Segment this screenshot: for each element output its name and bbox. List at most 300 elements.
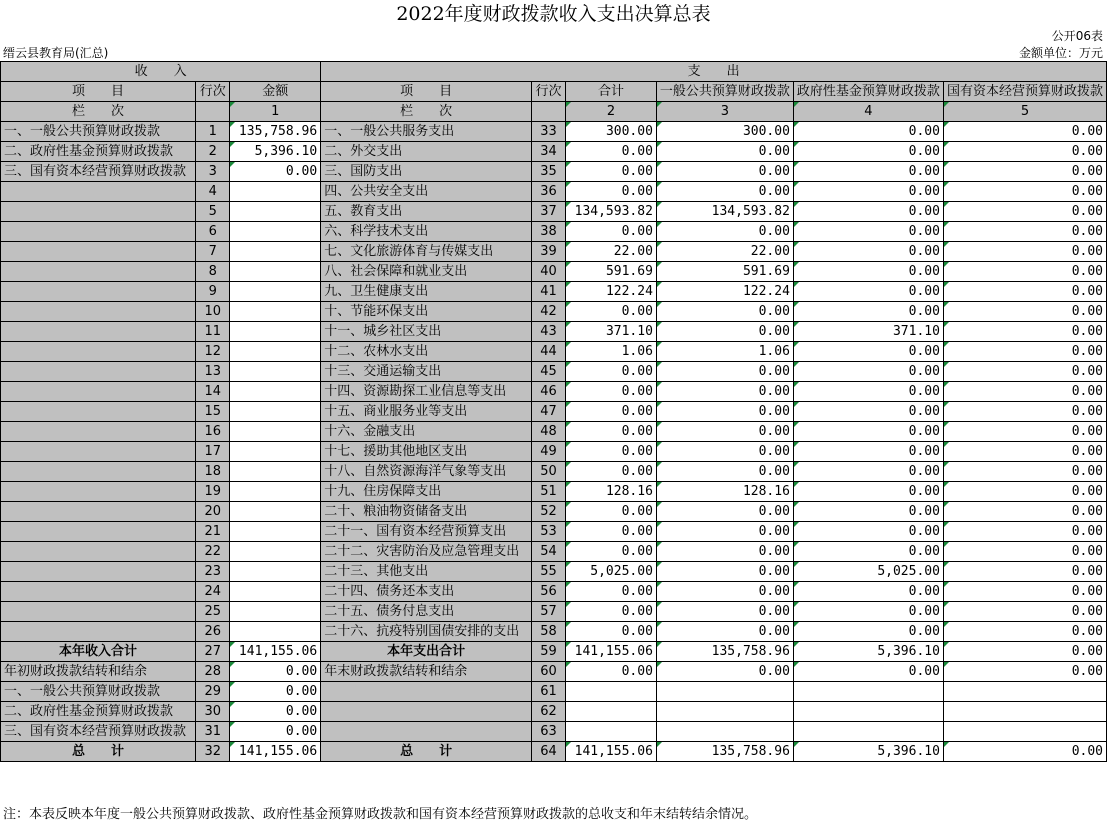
general-budget-amount: [656, 682, 793, 702]
expense-row-no: 52: [532, 502, 566, 522]
income-row-no: 3: [196, 162, 230, 182]
income-amount: [230, 342, 321, 362]
expense-item: 二十、粮油物资储备支出: [321, 502, 532, 522]
expense-row-no: 51: [532, 482, 566, 502]
expense-row-no: 37: [532, 202, 566, 222]
table-row: [1, 522, 1107, 542]
gov-fund-amount: 0.00: [793, 162, 943, 182]
general-budget-amount: 1.06: [656, 342, 793, 362]
table-row: [1, 542, 1107, 562]
state-capital-amount: 0.00: [943, 462, 1106, 482]
expense-item: 二十五、债务付息支出: [321, 602, 532, 622]
general-budget-amount: 0.00: [656, 622, 793, 642]
income-row-no: 23: [196, 562, 230, 582]
expense-item: 二十三、其他支出: [321, 562, 532, 582]
income-amount: 5,396.10: [230, 142, 321, 162]
expense-row-no: 36: [532, 182, 566, 202]
lanci-label: 栏 次: [1, 102, 196, 122]
expense-item: 二十六、抗疫特别国债安排的支出: [321, 622, 532, 642]
table-row: [1, 342, 1107, 362]
expense-item: 二、外交支出: [321, 142, 532, 162]
general-budget-amount: 300.00: [656, 122, 793, 142]
general-budget-amount: 0.00: [656, 182, 793, 202]
total-amount: 0.00: [566, 502, 657, 522]
state-capital-amount: 0.00: [943, 162, 1106, 182]
expense-row-no: 55: [532, 562, 566, 582]
income-amount: [230, 462, 321, 482]
income-row-no: 19: [196, 482, 230, 502]
total-amount: 371.10: [566, 322, 657, 342]
expense-row-no: 43: [532, 322, 566, 342]
general-budget-amount: 0.00: [656, 382, 793, 402]
table-row: [1, 222, 1107, 242]
budget-table: [0, 61, 1107, 762]
state-capital-amount: 0.00: [943, 422, 1106, 442]
gov-fund-amount: 0.00: [793, 542, 943, 562]
income-amount: [230, 622, 321, 642]
expense-item: [321, 722, 532, 742]
income-amount: 0.00: [230, 702, 321, 722]
gov-fund-amount: 0.00: [793, 202, 943, 222]
general-budget-amount: 135,758.96: [656, 642, 793, 662]
income-row-no: 16: [196, 422, 230, 442]
income-row-no: 9: [196, 282, 230, 302]
footnote: 注：本表反映本年度一般公共预算财政拨款、政府性基金预算财政拨款和国有资本经营预算财政拨款的总收支和年末结转结余情况。: [3, 807, 758, 822]
income-item: [1, 622, 196, 642]
gov-fund-amount: 0.00: [793, 522, 943, 542]
total-amount: 0.00: [566, 522, 657, 542]
state-capital-amount: [943, 682, 1106, 702]
column-header-row: [1, 82, 1107, 102]
table-row: [1, 602, 1107, 622]
table-row: [1, 462, 1107, 482]
expense-row-no: 34: [532, 142, 566, 162]
income-item: [1, 342, 196, 362]
table-row: [1, 202, 1107, 222]
expense-section-header: 支 出: [321, 62, 1107, 82]
income-amount: [230, 602, 321, 622]
income-amount: 0.00: [230, 162, 321, 182]
total-amount: 0.00: [566, 162, 657, 182]
table-row: [1, 122, 1107, 142]
income-row-no: 14: [196, 382, 230, 402]
gov-fund-amount: 0.00: [793, 362, 943, 382]
total-amount: [566, 682, 657, 702]
income-item: 年初财政拨款结转和结余: [1, 662, 196, 682]
gov-fund-amount: 0.00: [793, 282, 943, 302]
income-amount: [230, 242, 321, 262]
income-amount: [230, 322, 321, 342]
income-amount: [230, 382, 321, 402]
state-capital-amount: 0.00: [943, 662, 1106, 682]
total-amount: [566, 702, 657, 722]
general-budget-amount: 0.00: [656, 362, 793, 382]
organization-name: 缙云县教育局(汇总): [3, 46, 109, 60]
state-capital-amount: 0.00: [943, 182, 1106, 202]
gov-fund-header: 政府性基金预算财政拨款: [793, 82, 943, 102]
total-amount: 141,155.06: [566, 742, 657, 762]
income-row-no: 17: [196, 442, 230, 462]
gov-fund-amount: 0.00: [793, 382, 943, 402]
gov-fund-amount: 0.00: [793, 222, 943, 242]
gov-fund-amount: 5,025.00: [793, 562, 943, 582]
total-amount: 0.00: [566, 222, 657, 242]
gov-fund-amount: 0.00: [793, 442, 943, 462]
state-capital-amount: 0.00: [943, 242, 1106, 262]
income-row-no: 2: [196, 142, 230, 162]
income-amount: [230, 182, 321, 202]
table-row: [1, 302, 1107, 322]
expense-row-no: 45: [532, 362, 566, 382]
gov-fund-amount: [793, 702, 943, 722]
state-capital-amount: 0.00: [943, 562, 1106, 582]
general-budget-amount: 0.00: [656, 422, 793, 442]
income-row-no: 4: [196, 182, 230, 202]
income-amount: [230, 442, 321, 462]
gov-fund-amount: 0.00: [793, 182, 943, 202]
report-title: 2022年度财政拨款收入支出决算总表: [396, 3, 711, 25]
expense-row-no: 53: [532, 522, 566, 542]
total-amount: 0.00: [566, 622, 657, 642]
total-amount: 134,593.82: [566, 202, 657, 222]
income-row-no: 21: [196, 522, 230, 542]
income-row-no: 32: [196, 742, 230, 762]
expense-item: 十、节能环保支出: [321, 302, 532, 322]
income-section-header: 收 入: [1, 62, 321, 82]
income-row-no: 20: [196, 502, 230, 522]
total-amount: 0.00: [566, 442, 657, 462]
total-amount: 0.00: [566, 462, 657, 482]
section-header-row: [1, 62, 1107, 82]
total-amount: 141,155.06: [566, 642, 657, 662]
income-row-no: 13: [196, 362, 230, 382]
total-amount: 0.00: [566, 402, 657, 422]
expense-row-no-header: 行次: [532, 82, 566, 102]
total-amount: 0.00: [566, 182, 657, 202]
total-amount: 1.06: [566, 342, 657, 362]
general-budget-amount: 0.00: [656, 582, 793, 602]
income-item: [1, 242, 196, 262]
state-capital-amount: [943, 722, 1106, 742]
income-amount: [230, 562, 321, 582]
state-capital-amount: 0.00: [943, 522, 1106, 542]
table-row: [1, 162, 1107, 182]
state-capital-amount: 0.00: [943, 382, 1106, 402]
income-item: 二、政府性基金预算财政拨款: [1, 142, 196, 162]
state-capital-amount: 0.00: [943, 482, 1106, 502]
income-row-no: 1: [196, 122, 230, 142]
income-amount: [230, 282, 321, 302]
table-row: [1, 482, 1107, 502]
gov-fund-amount: 0.00: [793, 422, 943, 442]
gov-fund-amount: [793, 682, 943, 702]
state-capital-amount: 0.00: [943, 502, 1106, 522]
total-amount: 0.00: [566, 382, 657, 402]
income-amount: [230, 222, 321, 242]
gov-fund-amount: 0.00: [793, 402, 943, 422]
expense-row-no: 33: [532, 122, 566, 142]
total-header: 合计: [566, 82, 657, 102]
expense-item: 十八、自然资源海洋气象等支出: [321, 462, 532, 482]
state-capital-amount: 0.00: [943, 362, 1106, 382]
state-capital-amount: 0.00: [943, 302, 1106, 322]
table-body: [1, 62, 1107, 762]
expense-row-no: 41: [532, 282, 566, 302]
income-item: 三、国有资本经营预算财政拨款: [1, 722, 196, 742]
table-row: [1, 422, 1107, 442]
gov-fund-amount: 0.00: [793, 662, 943, 682]
table-row: [1, 362, 1107, 382]
table-row: [1, 382, 1107, 402]
gov-fund-amount: 0.00: [793, 342, 943, 362]
expense-item: 十七、援助其他地区支出: [321, 442, 532, 462]
expense-item: 十二、农林水支出: [321, 342, 532, 362]
gov-fund-amount: 0.00: [793, 302, 943, 322]
expense-item: 一、一般公共服务支出: [321, 122, 532, 142]
expense-item: 六、科学技术支出: [321, 222, 532, 242]
state-capital-amount: 0.00: [943, 202, 1106, 222]
expense-item: [321, 682, 532, 702]
expense-item-header: 项 目: [321, 82, 532, 102]
expense-item: 七、文化旅游体育与传媒支出: [321, 242, 532, 262]
income-item: [1, 362, 196, 382]
table-row: [1, 622, 1107, 642]
income-row-no: 12: [196, 342, 230, 362]
expense-row-no: 47: [532, 402, 566, 422]
income-amount: 141,155.06: [230, 742, 321, 762]
expense-item: 本年支出合计: [321, 642, 532, 662]
income-row-no: 10: [196, 302, 230, 322]
state-capital-amount: 0.00: [943, 742, 1106, 762]
table-row: [1, 142, 1107, 162]
state-capital-amount: [943, 702, 1106, 722]
total-amount: 0.00: [566, 142, 657, 162]
total-amount: 0.00: [566, 582, 657, 602]
table-row: [1, 402, 1107, 422]
total-amount: 0.00: [566, 662, 657, 682]
gov-fund-amount: 371.10: [793, 322, 943, 342]
blank-cell: [196, 102, 230, 122]
total-amount: 591.69: [566, 262, 657, 282]
income-item: 三、国有资本经营预算财政拨款: [1, 162, 196, 182]
income-item: 总 计: [1, 742, 196, 762]
state-capital-amount: 0.00: [943, 642, 1106, 662]
income-row-no: 18: [196, 462, 230, 482]
total-amount: 122.24: [566, 282, 657, 302]
expense-item: 二十一、国有资本经营预算支出: [321, 522, 532, 542]
gov-fund-amount: 0.00: [793, 582, 943, 602]
table-row: [1, 442, 1107, 462]
state-capital-amount: 0.00: [943, 322, 1106, 342]
income-amount: [230, 522, 321, 542]
income-row-no: 8: [196, 262, 230, 282]
expense-item: 二十二、灾害防治及应急管理支出: [321, 542, 532, 562]
expense-row-no: 39: [532, 242, 566, 262]
income-row-no: 25: [196, 602, 230, 622]
column-number-row: [1, 102, 1107, 122]
income-item: [1, 502, 196, 522]
income-item: [1, 302, 196, 322]
income-amount: [230, 482, 321, 502]
income-amount: [230, 422, 321, 442]
total-amount: 0.00: [566, 362, 657, 382]
total-amount: 5,025.00: [566, 562, 657, 582]
income-amount: 135,758.96: [230, 122, 321, 142]
income-item: [1, 462, 196, 482]
total-amount: [566, 722, 657, 742]
table-row: [1, 682, 1107, 702]
gov-fund-amount: 5,396.10: [793, 742, 943, 762]
income-item: [1, 182, 196, 202]
expense-item: 十五、商业服务业等支出: [321, 402, 532, 422]
expense-row-no: 57: [532, 602, 566, 622]
expense-item: 八、社会保障和就业支出: [321, 262, 532, 282]
income-row-no: 7: [196, 242, 230, 262]
expense-item: 四、公共安全支出: [321, 182, 532, 202]
general-budget-amount: 0.00: [656, 222, 793, 242]
income-item: [1, 542, 196, 562]
expense-row-no: 63: [532, 722, 566, 742]
income-row-no: 15: [196, 402, 230, 422]
general-budget-amount: 0.00: [656, 502, 793, 522]
income-item: [1, 602, 196, 622]
expense-row-no: 38: [532, 222, 566, 242]
income-item: 一、一般公共预算财政拨款: [1, 682, 196, 702]
table-row: [1, 502, 1107, 522]
income-amount: [230, 502, 321, 522]
general-budget-amount: 134,593.82: [656, 202, 793, 222]
total-amount: 128.16: [566, 482, 657, 502]
form-code: 公开06表: [1051, 29, 1103, 43]
col-number-2: 2: [566, 102, 657, 122]
general-budget-amount: 0.00: [656, 442, 793, 462]
expense-item: 十九、住房保障支出: [321, 482, 532, 502]
table-row: [1, 262, 1107, 282]
table-row: [1, 182, 1107, 202]
general-budget-amount: 0.00: [656, 402, 793, 422]
income-amount: [230, 542, 321, 562]
table-row: [1, 282, 1107, 302]
expense-row-no: 50: [532, 462, 566, 482]
expense-row-no: 64: [532, 742, 566, 762]
income-amount: [230, 582, 321, 602]
income-amount: [230, 402, 321, 422]
expense-row-no: 60: [532, 662, 566, 682]
gov-fund-amount: 0.00: [793, 142, 943, 162]
expense-row-no: 44: [532, 342, 566, 362]
general-budget-amount: 22.00: [656, 242, 793, 262]
state-capital-amount: 0.00: [943, 222, 1106, 242]
table-row: [1, 742, 1107, 762]
gov-fund-amount: 0.00: [793, 622, 943, 642]
expense-row-no: 48: [532, 422, 566, 442]
table-row: [1, 702, 1107, 722]
income-item: [1, 522, 196, 542]
general-budget-amount: 0.00: [656, 322, 793, 342]
gov-fund-amount: 0.00: [793, 242, 943, 262]
income-row-no: 11: [196, 322, 230, 342]
expense-row-no: 62: [532, 702, 566, 722]
col-number-1: 1: [230, 102, 321, 122]
state-capital-amount: 0.00: [943, 402, 1106, 422]
total-amount: 22.00: [566, 242, 657, 262]
expense-row-no: 46: [532, 382, 566, 402]
income-item: [1, 402, 196, 422]
table-row: [1, 662, 1107, 682]
income-amount: 0.00: [230, 682, 321, 702]
income-item: [1, 482, 196, 502]
state-capital-amount: 0.00: [943, 602, 1106, 622]
general-budget-amount: [656, 722, 793, 742]
col-number-3: 3: [656, 102, 793, 122]
income-row-no: 27: [196, 642, 230, 662]
amount-unit: 金额单位：万元: [1018, 46, 1103, 60]
general-budget-amount: 0.00: [656, 162, 793, 182]
income-item: [1, 282, 196, 302]
expense-item: 十六、金融支出: [321, 422, 532, 442]
expense-item: 三、国防支出: [321, 162, 532, 182]
income-amount: [230, 362, 321, 382]
expense-item: [321, 702, 532, 722]
income-item: 本年收入合计: [1, 642, 196, 662]
table-row: [1, 562, 1107, 582]
gov-fund-amount: [793, 722, 943, 742]
income-item: [1, 422, 196, 442]
expense-item: 十三、交通运输支出: [321, 362, 532, 382]
general-budget-amount: 135,758.96: [656, 742, 793, 762]
general-budget-amount: 128.16: [656, 482, 793, 502]
income-row-no: 5: [196, 202, 230, 222]
income-item: [1, 222, 196, 242]
general-budget-header: 一般公共预算财政拨款: [656, 82, 793, 102]
income-item: [1, 322, 196, 342]
table-row: [1, 582, 1107, 602]
col-number-4: 4: [793, 102, 943, 122]
general-budget-amount: 122.24: [656, 282, 793, 302]
expense-item: 九、卫生健康支出: [321, 282, 532, 302]
expense-row-no: 42: [532, 302, 566, 322]
expense-row-no: 56: [532, 582, 566, 602]
expense-item: 年末财政拨款结转和结余: [321, 662, 532, 682]
state-capital-amount: 0.00: [943, 442, 1106, 462]
income-amount: 0.00: [230, 662, 321, 682]
state-capital-amount: 0.00: [943, 262, 1106, 282]
income-amount: 0.00: [230, 722, 321, 742]
expense-item: 五、教育支出: [321, 202, 532, 222]
state-capital-amount: 0.00: [943, 582, 1106, 602]
income-item: 二、政府性基金预算财政拨款: [1, 702, 196, 722]
gov-fund-amount: 0.00: [793, 602, 943, 622]
expense-row-no: 58: [532, 622, 566, 642]
general-budget-amount: 0.00: [656, 602, 793, 622]
state-capital-amount: 0.00: [943, 342, 1106, 362]
gov-fund-amount: 0.00: [793, 482, 943, 502]
income-row-no: 28: [196, 662, 230, 682]
general-budget-amount: 0.00: [656, 542, 793, 562]
income-row-no: 26: [196, 622, 230, 642]
general-budget-amount: 591.69: [656, 262, 793, 282]
gov-fund-amount: 0.00: [793, 122, 943, 142]
income-amount: 141,155.06: [230, 642, 321, 662]
income-row-no-header: 行次: [196, 82, 230, 102]
blank-cell: [532, 102, 566, 122]
expense-row-no: 49: [532, 442, 566, 462]
general-budget-amount: [656, 702, 793, 722]
general-budget-amount: 0.00: [656, 522, 793, 542]
table-row: [1, 322, 1107, 342]
state-capital-amount: 0.00: [943, 542, 1106, 562]
table-row: [1, 642, 1107, 662]
